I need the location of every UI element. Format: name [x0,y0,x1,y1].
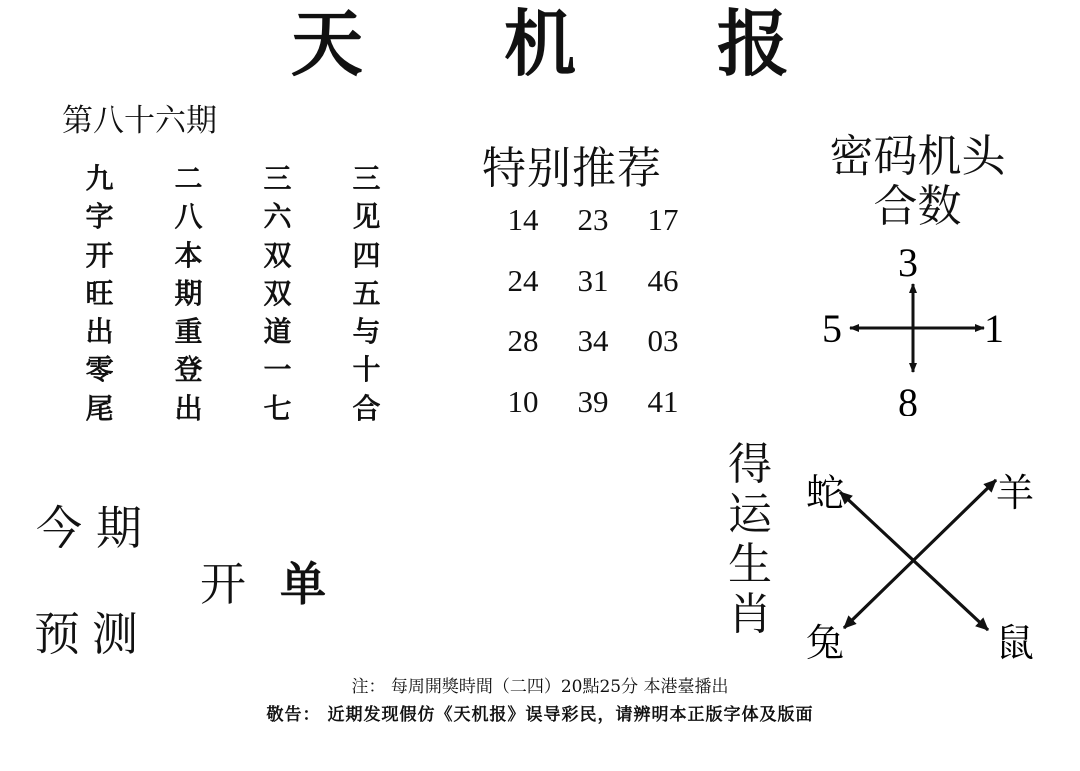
number-cell: 23 [577,202,609,237]
issue-number: 第八十六期 [62,103,217,139]
zodiac-cross-diagram [800,470,1040,670]
prediction-word2: 单 [280,557,360,611]
lucky-char: 生 [728,539,772,590]
poem-char: 二 [174,162,203,195]
code-top: 3 [898,248,918,285]
poem-char: 道 [263,315,292,349]
number-cell: 31 [577,262,609,298]
poem-char: 八 [174,200,203,234]
compass-diagram [810,248,1010,416]
lucky-zodiac-label [722,440,778,640]
code-right: 1 [984,306,1004,351]
poem-char: 五 [352,276,381,310]
poem-char: 出 [85,315,114,349]
poem-char: 开 [85,238,114,272]
number-cell: 46 [647,262,679,298]
poem-char: 双 [263,276,292,310]
poem-char: 与 [352,315,381,349]
number-cell: 03 [647,323,679,358]
number-cell: 41 [647,383,679,419]
poem-char: 七 [263,391,292,425]
poem-char: 四 [352,238,381,272]
poem-char: 双 [263,238,292,272]
zodiac-goat: 羊 [996,471,1035,515]
poem-grid [55,160,411,428]
number-cell: 17 [647,202,679,237]
poem-char: 出 [174,391,203,425]
code-left: 5 [822,306,842,351]
poem-char: 零 [85,353,114,387]
number-cell: 28 [507,323,539,358]
prediction-line1: 今期 [36,501,156,555]
poem-char: 重 [174,315,203,349]
number-cell: 10 [507,383,539,419]
poem-char: 旺 [85,276,114,310]
number-cell: 34 [577,323,609,358]
prediction-answer [200,548,360,614]
zodiac-snake: 蛇 [806,471,845,515]
counterfeit-warning: 敬告： 近期发现假仿《天机报》误导彩民，请辨明本正版字体及版面 [266,705,814,725]
poem-char: 期 [174,276,203,310]
poem-char: 合 [352,391,381,425]
poem-char: 三 [352,162,381,195]
lucky-char: 肖 [728,589,772,640]
code-head-title [810,132,1025,232]
poem-char: 六 [263,200,292,234]
code-bottom: 8 [898,380,918,416]
lucky-char: 得 [728,439,772,490]
number-cell: 39 [577,383,609,419]
number-cell: 24 [507,262,539,298]
number-cell: 14 [507,202,539,237]
poem-char: 十 [352,353,381,387]
poem-char: 尾 [85,391,114,425]
prediction-word1: 开 [200,557,280,611]
lucky-char: 运 [728,489,772,540]
newspaper-title: 天 机 报 [290,2,848,86]
poem-char: 字 [85,200,114,234]
schedule-note: 注： 每周開獎時間（二四）20點25分 本港臺播出 [351,677,729,697]
poem-char: 九 [85,162,114,195]
code-head-title-line2: 合数 [873,181,962,232]
code-head-title-line1: 密码机头 [829,131,1006,182]
poem-char: 本 [174,238,203,272]
poem-char: 三 [263,162,292,195]
prediction-line2: 预测 [34,607,150,661]
zodiac-rabbit: 兔 [806,621,845,665]
special-recommend-title: 特别推荐 [482,143,662,194]
zodiac-mouse: 鼠 [996,621,1035,665]
poem-char: 登 [174,353,203,387]
poem-char: 见 [352,200,381,234]
poem-char: 一 [263,353,292,387]
recommended-numbers [488,198,698,440]
